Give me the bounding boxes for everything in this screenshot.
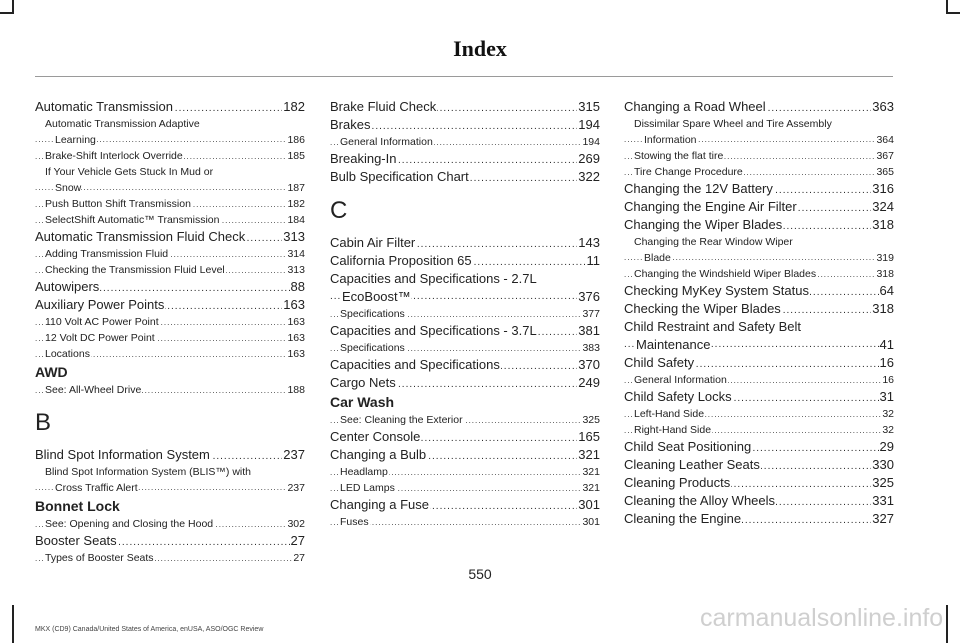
page-reference: 325 [582, 414, 600, 426]
crop-mark [0, 12, 14, 14]
page-reference: 188 [287, 384, 305, 396]
entry-text: See: All-Wheel Drive [45, 384, 142, 396]
entry-text: 12 Volt DC Power Point [45, 332, 155, 344]
entry-text: Checking MyKey System Status [624, 283, 809, 298]
entry-text: Cleaning the Engine [624, 511, 742, 526]
entry-text: Automatic Transmission [35, 99, 173, 114]
index-subentry [624, 266, 894, 282]
entry-text: Checking the Transmission Fluid Level [45, 264, 225, 276]
index-subentry [624, 148, 894, 164]
page-reference: 363 [872, 99, 894, 114]
page-reference: 194 [578, 117, 600, 132]
index-entry [35, 228, 305, 246]
crop-mark [946, 12, 960, 14]
entry-text-continued: Learning [55, 134, 96, 146]
index-entry [624, 354, 894, 372]
entry-text: Center Console [330, 429, 421, 444]
index-subentry [35, 246, 305, 262]
page-reference: 321 [582, 466, 600, 478]
page-reference: 318 [872, 217, 894, 232]
page-reference: 319 [876, 252, 894, 264]
entry-text-continued: Maintenance [636, 337, 711, 352]
index-entry [624, 438, 894, 456]
page-reference: 187 [287, 182, 305, 194]
entry-text: Bonnet Lock [35, 498, 120, 514]
entry-text-continued: Cross Traffic Alert [55, 482, 138, 494]
index-subentry [35, 346, 305, 362]
index-subentry [330, 480, 600, 496]
index-entry [624, 300, 894, 318]
page-reference: 269 [578, 151, 600, 166]
index-subentry [35, 196, 305, 212]
page-reference: 365 [876, 166, 894, 178]
index-entry [330, 168, 600, 186]
page-reference: 301 [582, 516, 600, 528]
section-letter: C [330, 197, 348, 224]
entry-text: Changing a Road Wheel [624, 99, 766, 114]
index-entry [35, 446, 305, 464]
page-reference: 325 [872, 475, 894, 490]
page-reference: 182 [287, 198, 305, 210]
entry-text: Changing the Engine Air Filter [624, 199, 797, 214]
index-entry [330, 356, 600, 374]
entry-text-continued: EcoBoost™ [342, 289, 411, 304]
entry-text: Brake Fluid Check [330, 99, 437, 114]
index-entry [330, 374, 600, 392]
index-entry [624, 216, 894, 234]
entry-text: Locations [45, 348, 90, 360]
crop-mark [12, 605, 14, 643]
page-reference: 32 [882, 424, 894, 436]
entry-text: Checking the Wiper Blades [624, 301, 781, 316]
index-entry [35, 98, 305, 116]
entry-text: Cleaning the Alloy Wheels [624, 493, 776, 508]
page-reference: 302 [287, 518, 305, 530]
index-entry [624, 180, 894, 198]
page-reference: 163 [287, 316, 305, 328]
index-subentry [330, 340, 600, 356]
entry-text: See: Cleaning the Exterior [340, 414, 463, 426]
entry-text: Automatic Transmission Fluid Check [35, 229, 246, 244]
index-entry [624, 98, 894, 116]
page-reference: 321 [578, 447, 600, 462]
index-subentry [624, 116, 894, 148]
index-entry [330, 428, 600, 446]
index-subentry [35, 330, 305, 346]
entry-text: General Information [340, 136, 433, 148]
entry-text-continued: Blade [644, 252, 671, 264]
entry-text: 110 Volt AC Power Point [45, 316, 159, 328]
index-subentry [35, 314, 305, 330]
entry-text: Bulb Specification Chart [330, 169, 469, 184]
index-subentry [330, 412, 600, 428]
page-reference: 27 [293, 552, 305, 564]
entry-text: Types of Booster Seats [45, 552, 154, 564]
index-entry [330, 150, 600, 168]
entry-text: Specifications [340, 342, 405, 354]
index-subentry [35, 148, 305, 164]
entry-text: Cabin Air Filter [330, 235, 416, 250]
entry-text-continued: Snow [55, 182, 82, 194]
entry-text: Brake-Shift Interlock Override [45, 150, 183, 162]
page-reference: 182 [283, 99, 305, 114]
index-subentry [330, 134, 600, 150]
section-letter: B [35, 409, 52, 436]
entry-text: Changing the Rear Window Wiper [634, 236, 793, 248]
page-reference: 330 [872, 457, 894, 472]
entry-text: Child Seat Positioning [624, 439, 752, 454]
index-entry [330, 270, 600, 306]
page-reference: 331 [872, 493, 894, 508]
entry-text: Adding Transmission Fluid [45, 248, 169, 260]
page-reference: 163 [287, 332, 305, 344]
index-entry [330, 234, 600, 252]
page-reference: 367 [876, 150, 894, 162]
entry-text: Blind Spot Information System [35, 447, 210, 462]
page-reference: 29 [879, 439, 894, 454]
index-entry [330, 496, 600, 514]
index-entry [35, 278, 305, 296]
entry-text: Cargo Nets [330, 375, 396, 390]
entry-text: Changing the Wiper Blades [624, 217, 783, 232]
page-reference: 163 [287, 348, 305, 360]
footer-text: MKX (CD9) Canada/United States of America, enUSA, ASO/OGC Review [35, 626, 264, 633]
entry-text: Booster Seats [35, 533, 117, 548]
page-reference: 16 [879, 355, 894, 370]
page-reference: 381 [578, 323, 600, 338]
entry-text: Stowing the flat tire [634, 150, 724, 162]
entry-text: Capacities and Specifications - 3.7L [330, 323, 537, 338]
entry-text: Changing the 12V Battery [624, 181, 773, 196]
page-reference: 301 [578, 497, 600, 512]
entry-text: If Your Vehicle Gets Stuck In Mud or [45, 166, 214, 178]
entry-text: See: Opening and Closing the Hood [45, 518, 214, 530]
index-heading [35, 362, 305, 382]
page-reference: 314 [287, 248, 305, 260]
index-entry [624, 492, 894, 510]
page-number: 550 [468, 566, 492, 582]
page-reference: 64 [879, 283, 894, 298]
entry-text: Dissimilar Spare Wheel and Tire Assembly [634, 118, 832, 130]
entry-text: Changing a Bulb [330, 447, 427, 462]
watermark: carmanualsonline.info [700, 604, 944, 632]
page-reference: 237 [287, 482, 305, 494]
index-subentry [35, 262, 305, 278]
index-entry [330, 252, 600, 270]
index-subentry [35, 164, 305, 196]
index-heading [330, 392, 600, 412]
index-subentry [624, 422, 894, 438]
index-subentry [35, 550, 305, 566]
index-entry [624, 474, 894, 492]
page-reference: 41 [879, 337, 894, 352]
page-reference: 327 [872, 511, 894, 526]
index-column-2 [330, 98, 600, 530]
page-reference: 370 [578, 357, 600, 372]
page-reference: 237 [283, 447, 305, 462]
page-reference: 376 [578, 289, 600, 304]
page-reference: 88 [290, 279, 305, 294]
index-subentry [330, 306, 600, 322]
index-entry [624, 282, 894, 300]
page-reference: 324 [872, 199, 894, 214]
index-subentry [35, 516, 305, 532]
index-entry [330, 116, 600, 134]
page-reference: 185 [287, 150, 305, 162]
page-reference: 11 [586, 253, 600, 268]
entry-text: LED Lamps [340, 482, 395, 494]
index-entry [330, 98, 600, 116]
entry-text: General Information [634, 374, 727, 386]
index-subentry [624, 406, 894, 422]
index-heading [35, 496, 305, 516]
entry-text: AWD [35, 364, 68, 380]
page-reference: 184 [287, 214, 305, 226]
entry-text: Child Safety [624, 355, 695, 370]
entry-text: Headlamp [340, 466, 388, 478]
entry-text: Changing the Windshield Wiper Blades [634, 268, 817, 280]
index-entry [624, 198, 894, 216]
entry-text: Autowipers [35, 279, 100, 294]
entry-text: Capacities and Specifications [330, 357, 500, 372]
entry-text: Right-Hand Side [634, 424, 712, 436]
page-title: Index [453, 36, 507, 61]
entry-text: Cleaning Products [624, 475, 731, 490]
entry-text: Child Safety Locks [624, 389, 732, 404]
index-subentry [624, 164, 894, 180]
page-reference: 163 [283, 297, 305, 312]
index-entry [624, 388, 894, 406]
page-reference: 165 [578, 429, 600, 444]
entry-text: SelectShift Automatic™ Transmission [45, 214, 220, 226]
page-reference: 313 [283, 229, 305, 244]
header-rule [35, 76, 893, 77]
entry-text: Car Wash [330, 394, 395, 410]
index-subentry [624, 372, 894, 388]
entry-text: Blind Spot Information System (BLIS™) with [45, 466, 251, 478]
page-reference: 364 [876, 134, 894, 146]
index-entry [330, 446, 600, 464]
page-reference: 383 [582, 342, 600, 354]
page-reference: 377 [582, 308, 600, 320]
entry-text: Automatic Transmission Adaptive [45, 118, 200, 130]
page-reference: 32 [882, 408, 894, 420]
entry-text: Tire Change Procedure [634, 166, 743, 178]
entry-text: Specifications [340, 308, 405, 320]
page-reference: 321 [582, 482, 600, 494]
entry-text: Fuses [340, 516, 369, 528]
crop-mark [946, 605, 948, 643]
entry-text: Breaking-In [330, 151, 397, 166]
index-entry [624, 510, 894, 528]
entry-text-continued: Information [644, 134, 697, 146]
index-subentry [35, 382, 305, 398]
page-reference: 143 [578, 235, 600, 250]
page-reference: 315 [578, 99, 600, 114]
index-subentry [35, 116, 305, 148]
page-reference: 313 [287, 264, 305, 276]
entry-text: Auxiliary Power Points [35, 297, 165, 312]
entry-text: California Proposition 65 [330, 253, 472, 268]
page-reference: 16 [882, 374, 894, 386]
index-column-1 [35, 98, 305, 566]
index-subentry [330, 464, 600, 480]
index-entry [35, 296, 305, 314]
page-reference: 27 [290, 533, 305, 548]
entry-text: Changing a Fuse [330, 497, 430, 512]
index-subentry [35, 212, 305, 228]
entry-text: Child Restraint and Safety Belt [624, 319, 802, 334]
index-entry [330, 322, 600, 340]
entry-text: Push Button Shift Transmission [45, 198, 191, 210]
page-reference: 249 [578, 375, 600, 390]
page-reference: 318 [876, 268, 894, 280]
page-reference: 318 [872, 301, 894, 316]
index-entry [624, 318, 894, 354]
index-subentry [330, 514, 600, 530]
index-entry [35, 532, 305, 550]
index-subentry [35, 464, 305, 496]
index-entry [624, 456, 894, 474]
entry-text: Brakes [330, 117, 371, 132]
page-reference: 194 [582, 136, 600, 148]
page-reference: 31 [879, 389, 894, 404]
entry-text: Cleaning Leather Seats [624, 457, 760, 472]
entry-text: Left-Hand Side [634, 408, 705, 420]
page-reference: 186 [287, 134, 305, 146]
page-reference: 316 [872, 181, 894, 196]
page-reference: 322 [578, 169, 600, 184]
index-subentry [624, 234, 894, 266]
index-column-3 [624, 98, 894, 528]
entry-text: Capacities and Specifications - 2.7L [330, 271, 537, 286]
